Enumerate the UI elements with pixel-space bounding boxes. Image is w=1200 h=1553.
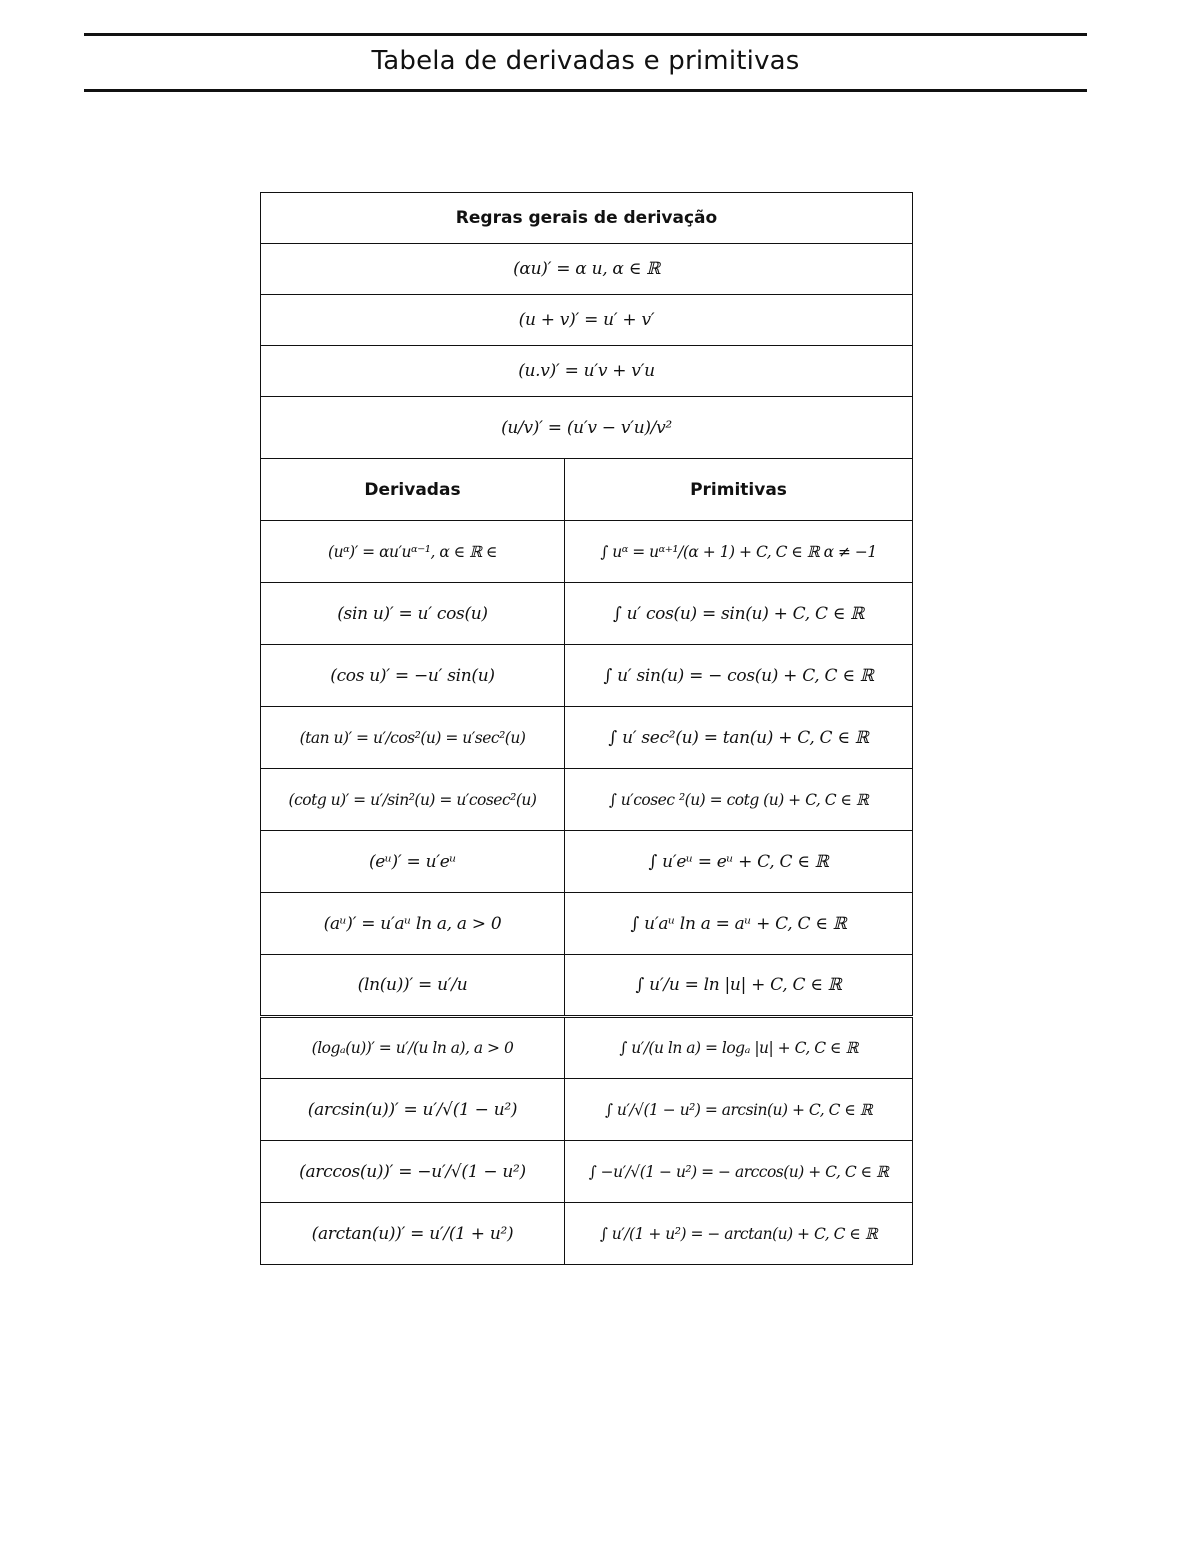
primitive-formula: ∫ u′aᵘ ln a = aᵘ + C, C ∈ ℝ [565,893,913,955]
table-row [261,583,913,645]
top-rule [84,33,1087,36]
table-row [261,521,913,583]
table-row [261,831,913,893]
table-row [261,955,913,1017]
primitive-formula: ∫ u′/(1 + u²) = − arctan(u) + C, C ∈ ℝ [565,1203,913,1265]
derivative-formula: (tan u)′ = u′/cos²(u) = u′sec²(u) [261,707,565,769]
primitive-formula: ∫ uᵅ = uᵅ⁺¹/(α + 1) + C, C ∈ ℝ α ≠ −1 [565,521,913,583]
table-row [261,1203,913,1265]
derivative-formula: (logₐ(u))′ = u′/(u ln a), a > 0 [261,1017,565,1079]
table-row [261,1141,913,1203]
derivative-formula: (arcsin(u))′ = u′/√(1 − u²) [261,1079,565,1141]
primitive-formula: ∫ u′/u = ln |u| + C, C ∈ ℝ [565,955,913,1017]
table-row [261,1017,913,1079]
column-header-primitivas: Primitivas [565,459,913,521]
derivative-formula: (cotg u)′ = u′/sin²(u) = u′cosec²(u) [261,769,565,831]
primitive-formula: ∫ u′ sin(u) = − cos(u) + C, C ∈ ℝ [565,645,913,707]
derivative-formula: (sin u)′ = u′ cos(u) [261,583,565,645]
table-row [261,1079,913,1141]
general-rule: (u/v)′ = (u′v − v′u)/v² [261,397,913,459]
derivative-formula: (arctan(u))′ = u′/(1 + u²) [261,1203,565,1265]
primitive-formula: ∫ −u′/√(1 − u²) = − arccos(u) + C, C ∈ ℝ [565,1141,913,1203]
derivative-formula: (eᵘ)′ = u′eᵘ [261,831,565,893]
table-row [261,769,913,831]
bottom-rule [84,89,1087,92]
primitive-formula: ∫ u′ cos(u) = sin(u) + C, C ∈ ℝ [565,583,913,645]
derivative-formula: (arccos(u))′ = −u′/√(1 − u²) [261,1141,565,1203]
derivative-formula: (uᵅ)′ = αu′uᵅ⁻¹, α ∈ ℝ ∈ [261,521,565,583]
general-rule: (αu)′ = α u, α ∈ ℝ [261,244,913,295]
primitive-formula: ∫ u′/√(1 − u²) = arcsin(u) + C, C ∈ ℝ [565,1079,913,1141]
derivative-formula: (ln(u))′ = u′/u [261,955,565,1017]
general-rule: (u + v)′ = u′ + v′ [261,295,913,346]
primitive-formula: ∫ u′eᵘ = eᵘ + C, C ∈ ℝ [565,831,913,893]
formula-table [260,192,913,1265]
primitive-formula: ∫ u′ sec²(u) = tan(u) + C, C ∈ ℝ [565,707,913,769]
general-rules-heading: Regras gerais de derivação [261,193,913,244]
primitive-formula: ∫ u′cosec ²(u) = cotg (u) + C, C ∈ ℝ [565,769,913,831]
general-rule: (u.v)′ = u′v + v′u [261,346,913,397]
table-row [261,707,913,769]
derivative-formula: (cos u)′ = −u′ sin(u) [261,645,565,707]
primitive-formula: ∫ u′/(u ln a) = logₐ |u| + C, C ∈ ℝ [565,1017,913,1079]
derivative-formula: (aᵘ)′ = u′aᵘ ln a, a > 0 [261,893,565,955]
table-row [261,645,913,707]
column-header-derivadas: Derivadas [261,459,565,521]
page-title: Tabela de derivadas e primitivas [371,46,800,76]
table-row [261,893,913,955]
